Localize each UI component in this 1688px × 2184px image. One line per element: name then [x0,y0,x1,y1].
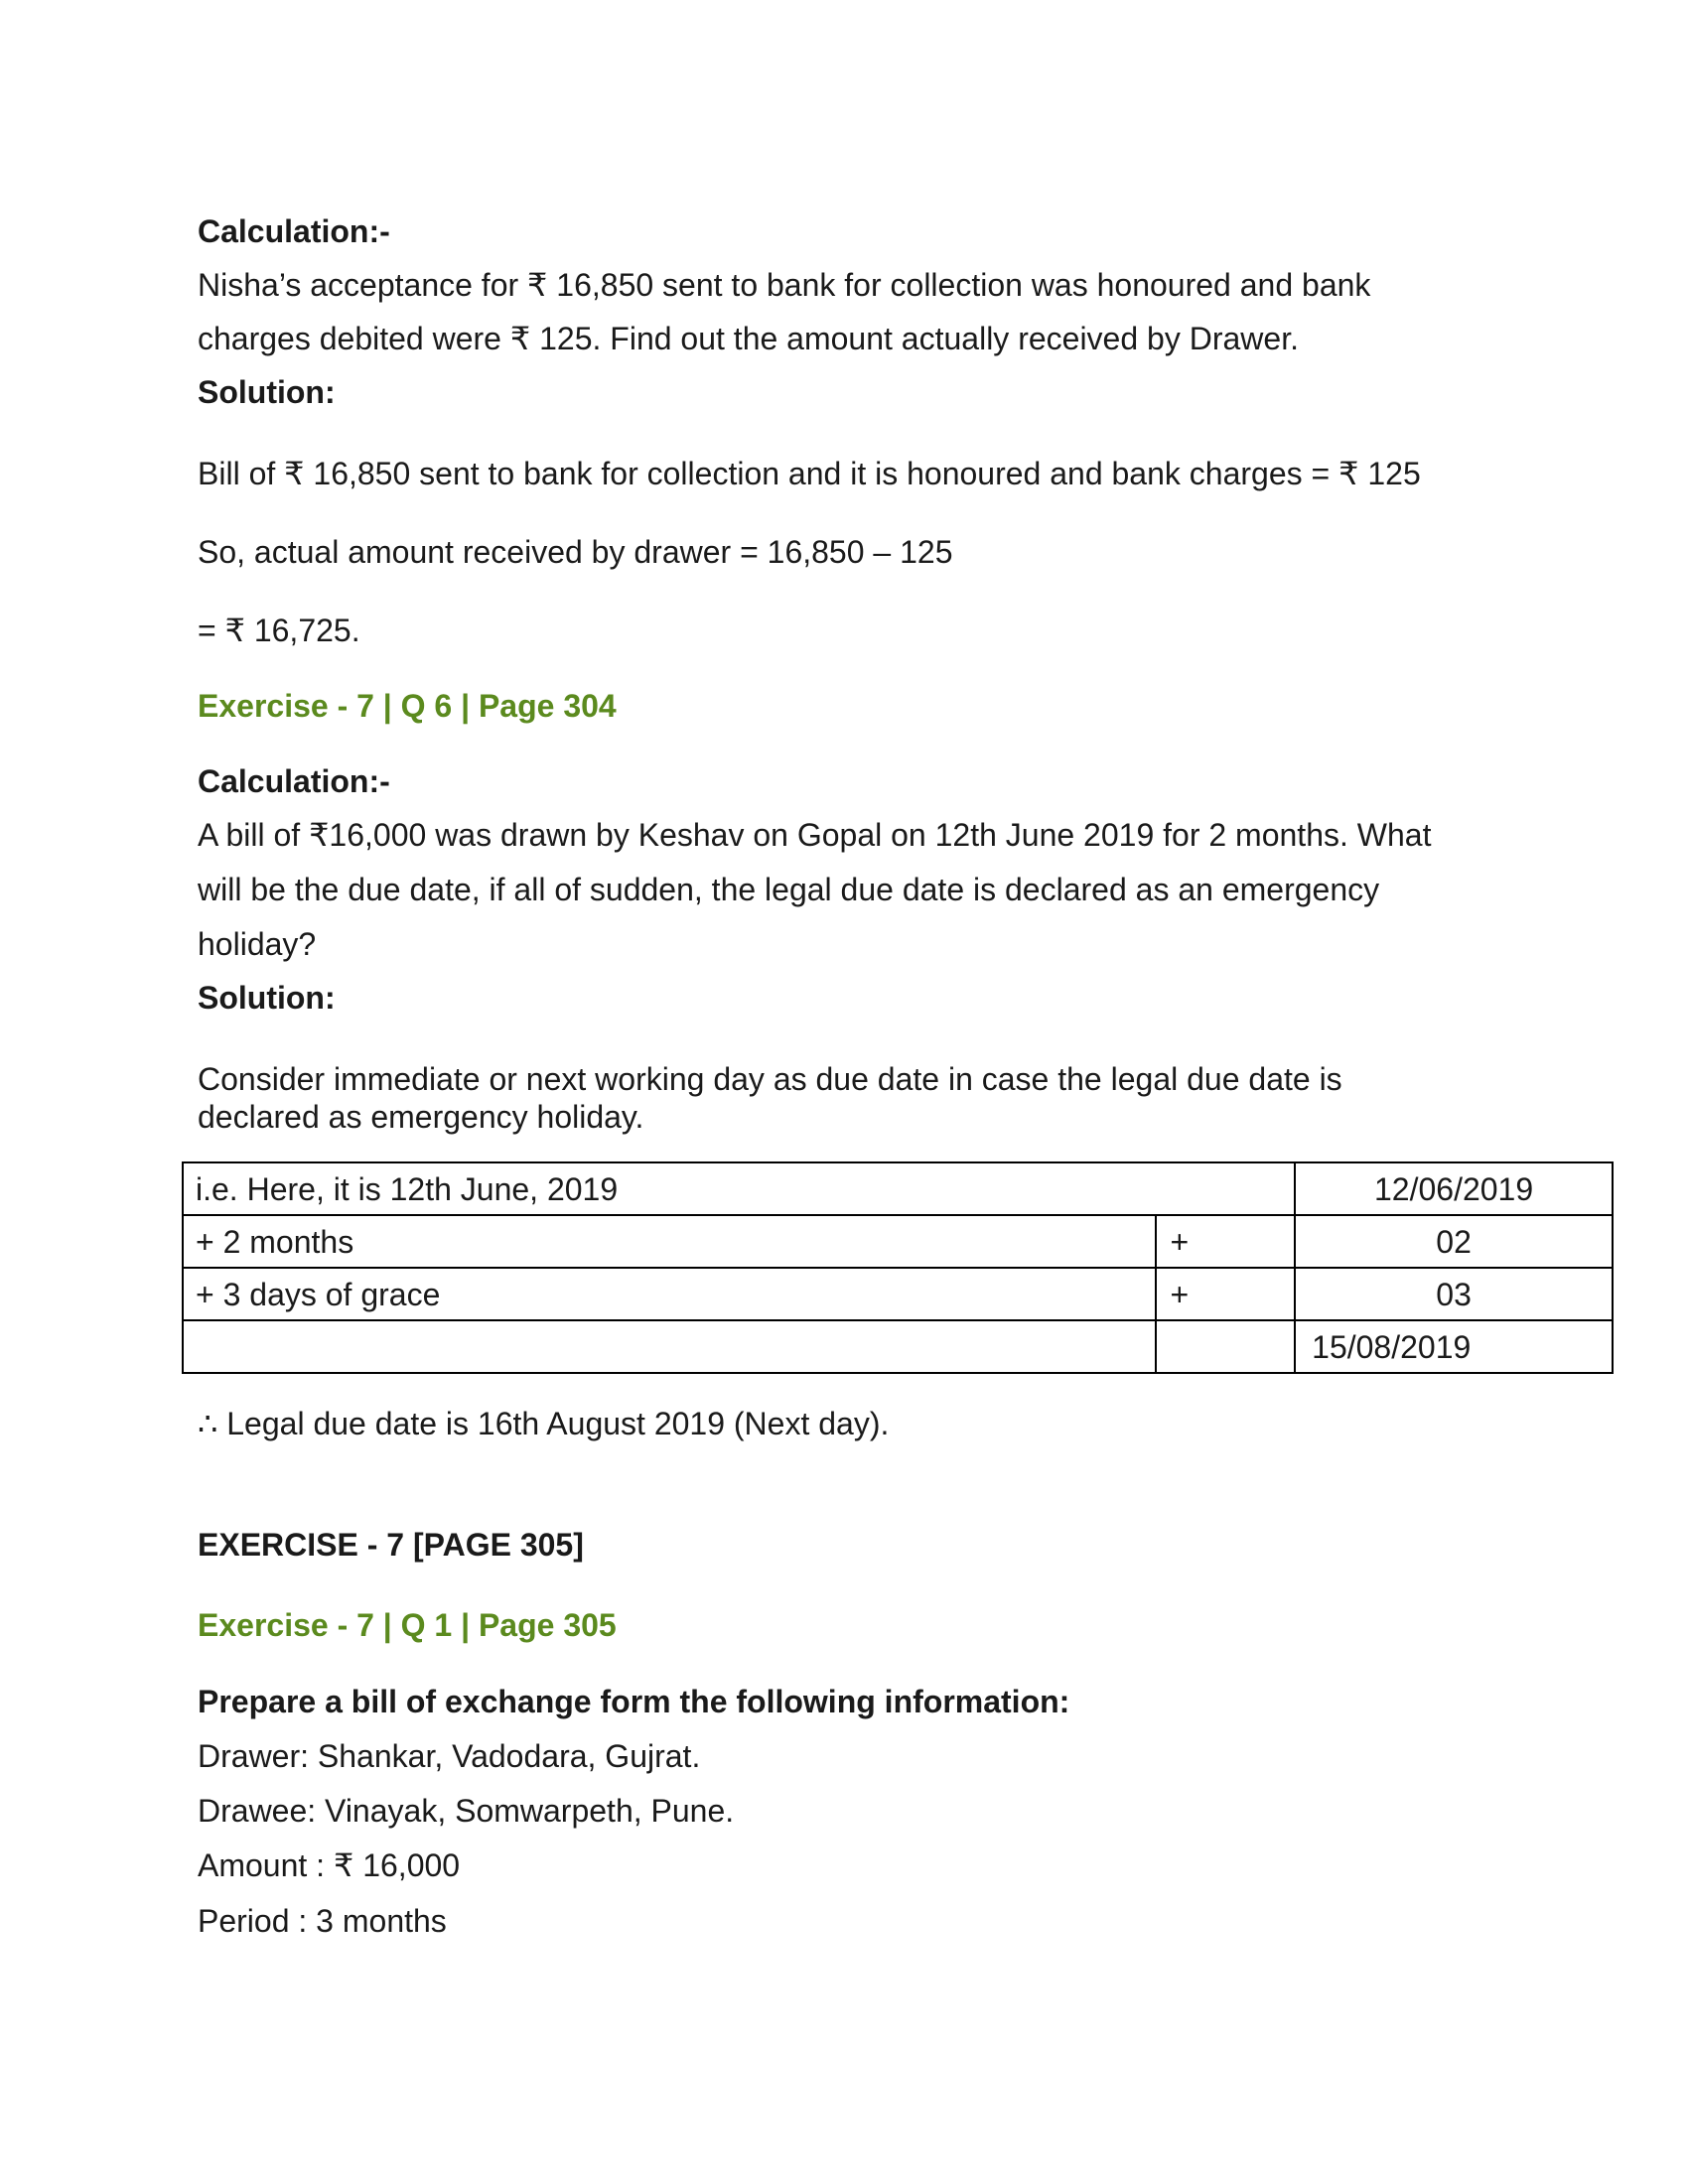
table-row [183,1268,1613,1320]
info-drawee: Drawee: Vinayak, Somwarpeth, Pune. [198,1793,735,1829]
info-drawer: Drawer: Shankar, Vadodara, Gujrat. [198,1738,701,1774]
solution-heading: Solution: [198,980,336,1016]
table-cell-operator: + [1156,1215,1296,1268]
table-cell-operator [1156,1320,1296,1373]
due-date-table [182,1161,1614,1374]
solution-result: = ₹ 16,725. [198,613,360,648]
solution-text-line: So, actual amount received by drawer = 16,850 – 125 [198,534,953,570]
solution-heading: Solution: [198,374,336,410]
solution-text-line: Consider immediate or next working day as due date in case the legal due date is [198,1061,1342,1097]
question-text-line: charges debited were ₹ 125. Find out the amount actually received by Drawer. [198,321,1299,356]
table-cell-value: 02 [1295,1215,1613,1268]
question-text-line: Nisha’s acceptance for ₹ 16,850 sent to bank for collection was honoured and bank [198,267,1371,303]
table-cell-description [183,1320,1156,1373]
table-cell-value: 12/06/2019 [1295,1162,1613,1215]
info-period: Period : 3 months [198,1903,447,1939]
question-prompt: Prepare a bill of exchange form the following information: [198,1684,1070,1719]
solution-text-line: Bill of ₹ 16,850 sent to bank for collection and it is honoured and bank charges = ₹ 125 [198,456,1421,491]
calculation-heading: Calculation:- [198,213,390,249]
exercise-section-heading: EXERCISE - 7 [PAGE 305] [198,1527,584,1563]
table-cell-description: + 3 days of grace [183,1268,1156,1320]
exercise-link[interactable]: Exercise - 7 | Q 1 | Page 305 [198,1607,617,1643]
table-row [183,1320,1613,1373]
calculation-heading: Calculation:- [198,763,390,799]
table-cell-description: i.e. Here, it is 12th June, 2019 [183,1162,1295,1215]
info-amount: Amount : ₹ 16,000 [198,1847,461,1883]
exercise-link[interactable]: Exercise - 7 | Q 6 | Page 304 [198,688,617,724]
table-cell-description: + 2 months [183,1215,1156,1268]
table-cell-total: 15/08/2019 [1295,1320,1613,1373]
table-row [183,1162,1613,1215]
solution-text-line: declared as emergency holiday. [198,1099,644,1135]
table-cell-value: 03 [1295,1268,1613,1320]
question-text-line: will be the due date, if all of sudden, the legal due date is declared as an emergency [198,872,1380,907]
conclusion-text: ∴ Legal due date is 16th August 2019 (Next day). [198,1406,890,1441]
question-text-line: A bill of ₹16,000 was drawn by Keshav on Gopal on 12th June 2019 for 2 months. What [198,817,1432,853]
question-text-line: holiday? [198,926,317,962]
table-row [183,1215,1613,1268]
table-cell-operator: + [1156,1268,1296,1320]
